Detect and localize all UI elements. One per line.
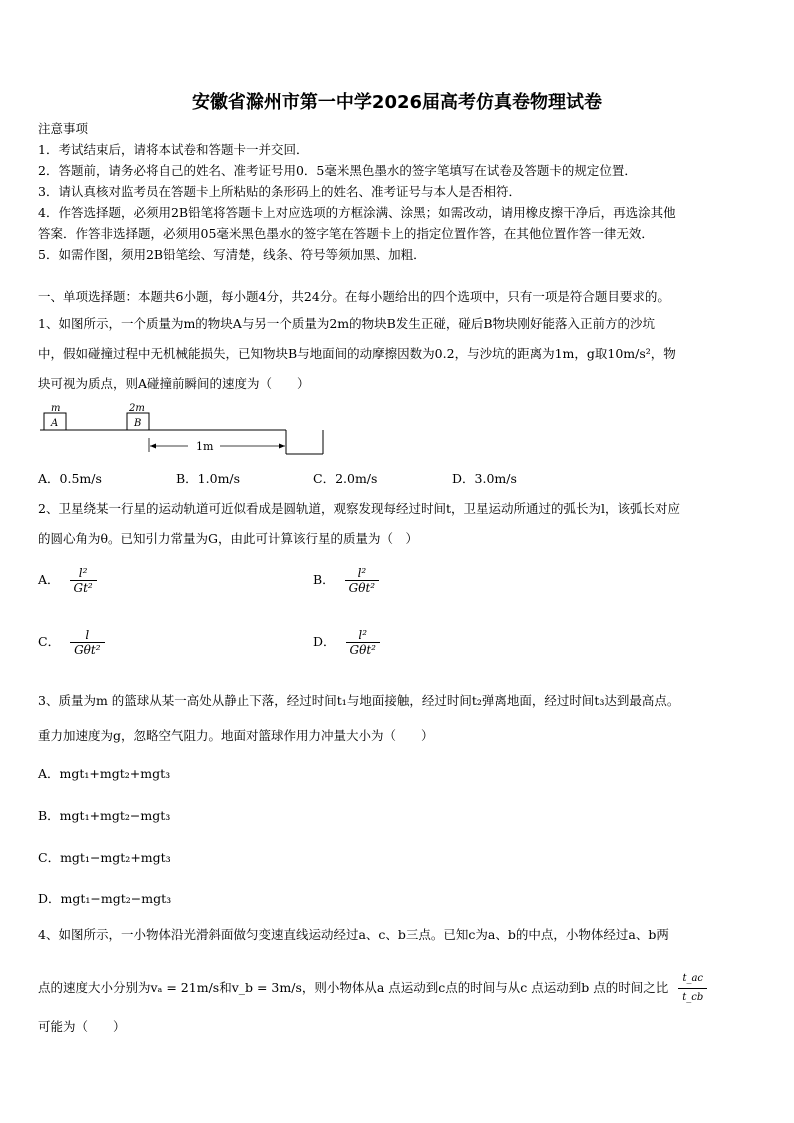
q2-text: 的圆心角为θ。已知引力常量为G，由此可计算该行星的质量为（ ） <box>38 531 419 546</box>
option-label: A． <box>38 572 60 587</box>
q1-text: 中，假如碰撞过程中无机械能损失，已知物块B与地面间的动摩擦因数为0.2，与沙坑的距离为1m，g取10m/s²，物 <box>38 346 676 361</box>
label-b: B <box>134 418 142 429</box>
q3-option-d[interactable]: D．mgt₁−mgt₂−mgt₃ <box>38 891 172 906</box>
ratio-fraction: $\frac{t\_ac}{t\_cb}$ <box>678 970 707 1007</box>
notice-item: 5．如需作图，须用2B铅笔绘、写清楚，线条、符号等须加黑、加粗． <box>38 247 426 262</box>
fraction: $\frac{\text{l²}}{\text{Gθt²}}$ <box>346 628 380 657</box>
section-heading: 一、单项选择题：本题共6小题，每小题4分，共24分。在每小题给出的四个选项中，只有一项是符合题目要求的。 <box>38 289 670 304</box>
q2-option-a[interactable] <box>38 566 97 595</box>
q1-figure <box>38 400 338 460</box>
q1-option-a[interactable]: A．0.5m/s <box>38 471 102 486</box>
q4-text <box>38 970 707 1007</box>
q1-option-c[interactable]: C．2.0m/s <box>313 471 378 486</box>
q2-option-b[interactable] <box>313 566 379 595</box>
q3-option-c[interactable]: C．mgt₁−mgt₂+mgt₃ <box>38 850 171 865</box>
q3-option-b[interactable]: B．mgt₁+mgt₂−mgt₃ <box>38 808 171 823</box>
q2-option-c[interactable] <box>38 628 105 657</box>
option-label: D． <box>313 634 336 649</box>
q4-text: 可能为（ ） <box>38 1019 126 1034</box>
q4-text-main: 点的速度大小分别为vₐ = 21m/s和v_b = 3m/s，则小物体从a 点运动到c点的时间与从c 点运动到b 点的时间之比 <box>38 980 669 995</box>
fraction: $\frac{l}{\text{Gθt²}}$ <box>70 628 104 657</box>
q4-text: 4、如图所示，一小物体沿光滑斜面做匀变速直线运动经过a、c、b三点。已知c为a、b的中点，小物体经过a、b两 <box>38 927 669 942</box>
notice-item: 3．请认真核对监考员在答题卡上所粘贴的条形码上的姓名、准考证号与本人是否相符． <box>38 184 521 199</box>
option-label: C． <box>38 634 61 649</box>
label-a: A <box>51 418 59 429</box>
q1-option-d[interactable]: D．3.0m/s <box>452 471 517 486</box>
label-2m: 2m <box>129 403 145 414</box>
q2-option-d[interactable] <box>313 628 380 657</box>
label-m: m <box>51 403 61 414</box>
q3-text: 3、质量为m 的篮球从某一高处从静止下落，经过时间t₁与地面接触，经过时间t₂弹离地面，经过时间t₃达到最高点。 <box>38 693 680 708</box>
page-title: 安徽省滁州市第一中学2026届高考仿真卷物理试卷 <box>191 92 603 113</box>
q3-option-a[interactable]: A．mgt₁+mgt₂+mgt₃ <box>38 766 171 781</box>
fraction: $\frac{\text{l²}}{\text{Gt²}}$ <box>70 566 97 595</box>
notice-item: 答案．作答非选择题，必须用05毫米黑色墨水的签字笔在答题卡上的指定位置作答，在其他位置作答一律无效． <box>38 226 654 241</box>
notice-heading: 注意事项 <box>38 121 89 136</box>
q1-text: 块可视为质点，则A碰撞前瞬间的速度为（ ） <box>38 376 310 391</box>
notice-item: 4．作答选择题，必须用2B铅笔将答题卡上对应选项的方框涂满、涂黑；如需改动，请用橡皮擦干净后，再选涂其他 <box>38 205 676 220</box>
label-distance: 1m <box>196 440 214 453</box>
q2-text: 2、卫星绕某一行星的运动轨道可近似看成是圆轨道，观察发现每经过时间t，卫星运动所通过的弧长为l，该弧长对应 <box>38 501 680 516</box>
q3-text: 重力加速度为g，忽略空气阻力。地面对篮球作用力冲量大小为（ ） <box>38 728 434 743</box>
notice-item: 1．考试结束后，请将本试卷和答题卡一并交回． <box>38 142 309 157</box>
option-label: B． <box>313 572 335 587</box>
q1-option-b[interactable]: B．1.0m/s <box>176 471 241 486</box>
fraction: $\frac{\text{l²}}{\text{Gθt²}}$ <box>345 566 379 595</box>
q1-text: 1、如图所示，一个质量为m的物块A与另一个质量为2m的物块B发生正碰，碰后B物块刚好能落入正前方的沙坑 <box>38 316 656 331</box>
notice-item: 2．答题前，请务必将自己的姓名、准考证号用0．5毫米黑色墨水的签字笔填写在试卷及答题卡的规定位置． <box>38 163 637 178</box>
